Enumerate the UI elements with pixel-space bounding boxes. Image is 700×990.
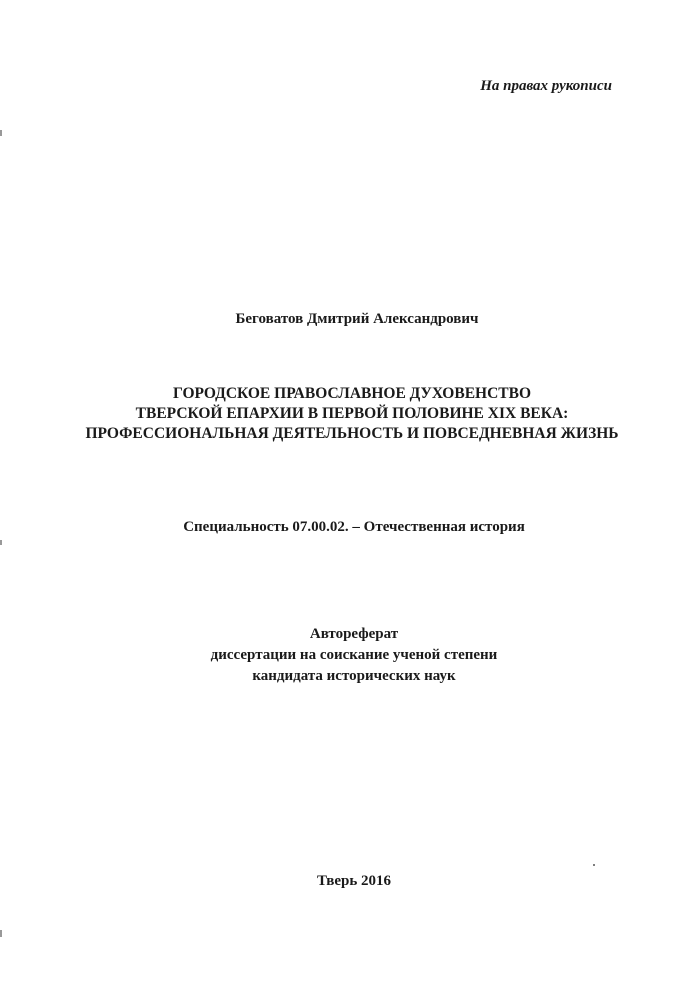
dissertation-title: [0, 384, 700, 444]
rights-notice: На правах рукописи: [480, 78, 612, 94]
abstract-line-2: диссертации на соискание ученой степени: [210, 647, 498, 663]
scan-edge-mark: [0, 540, 2, 545]
abstract-description: [0, 624, 700, 687]
title-line-1: ГОРОДСКОЕ ПРАВОСЛАВНОЕ ДУХОВЕНСТВО: [172, 385, 532, 402]
abstract-line-1: Автореферат: [309, 626, 399, 642]
title-line-3: ПРОФЕССИОНАЛЬНАЯ ДЕЯТЕЛЬНОСТЬ И ПОВСЕДНЕВНАЯ ЖИЗНЬ: [85, 425, 619, 442]
scan-speck: [593, 864, 595, 866]
scan-edge-mark: [0, 930, 2, 937]
title-line-2: ТВЕРСКОЙ ЕПАРХИИ В ПЕРВОЙ ПОЛОВИНЕ XIX ВЕКА:: [135, 405, 569, 422]
abstract-line-3: кандидата исторических наук: [252, 668, 456, 684]
city-year: Тверь 2016: [316, 873, 392, 889]
specialty-line: Специальность 07.00.02. – Отечественная история: [183, 519, 525, 535]
author-name: Беговатов Дмитрий Александрович: [235, 311, 479, 327]
scan-edge-mark: [0, 130, 2, 136]
